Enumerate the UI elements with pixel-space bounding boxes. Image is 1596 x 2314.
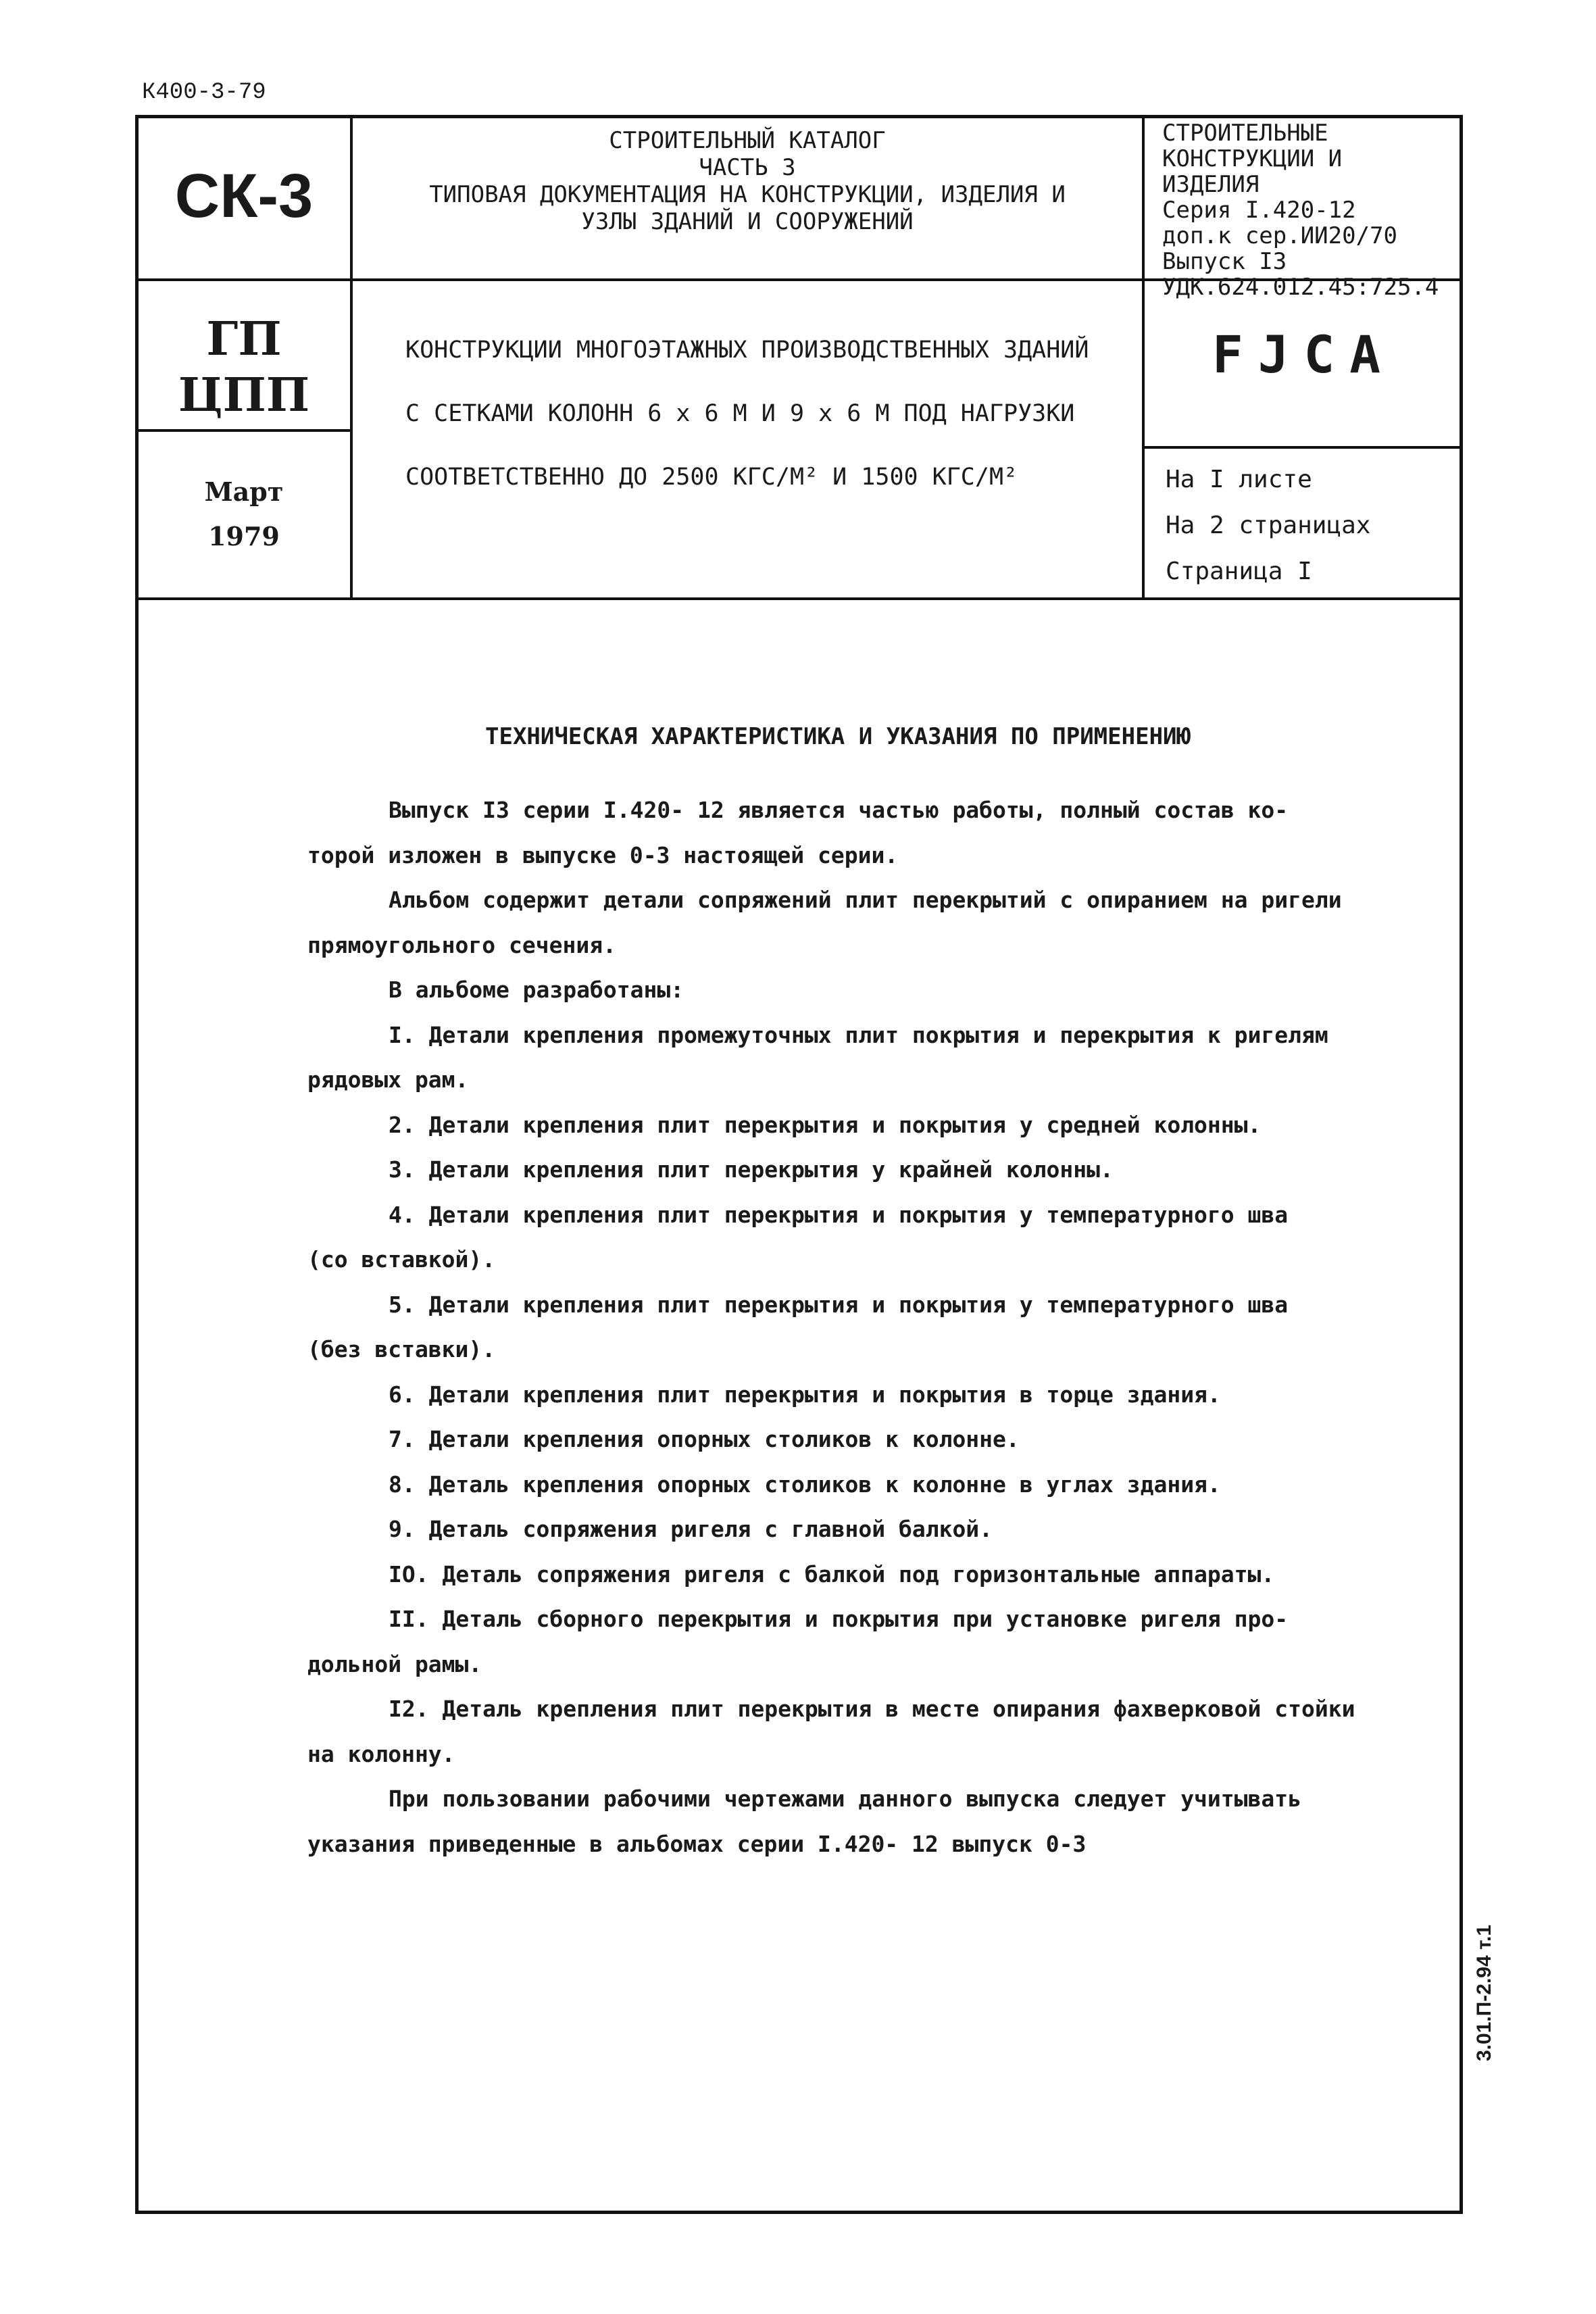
- list-item: 9. Деталь сопряжения ригеля с главной балкой.: [389, 1516, 993, 1542]
- list-item: 6. Детали крепления плит перекрытия и покрытия в торце здания.: [389, 1381, 1221, 1408]
- section-heading: ТЕХНИЧЕСКАЯ ХАРАКТЕРИСТИКА И УКАЗАНИЯ ПО ПРИМЕНЕНИЮ: [485, 723, 1191, 750]
- sheet-count: На I листе: [1166, 466, 1312, 493]
- divider: [1142, 446, 1463, 449]
- paragraph: При пользовании рабочими чертежами данного выпуска следует учитывать: [389, 1786, 1302, 1812]
- paragraph: указания приведенные в альбомах серии I.420- 12 выпуск 0-3: [307, 1830, 1087, 1857]
- org-name-line1: ГП: [206, 312, 282, 366]
- list-item: 2. Детали крепления плит перекрытия и покрытия у средней колонны.: [389, 1111, 1262, 1138]
- catalog-line2: ЧАСТЬ 3: [699, 154, 796, 181]
- catalog-line4: УЗЛЫ ЗДАНИЙ И СООРУЖЕНИЙ: [581, 208, 914, 235]
- series-info: [1162, 120, 1460, 300]
- udc-code: УДК.624.012.45:725.4: [1162, 274, 1439, 301]
- series-line1: СТРОИТЕЛЬНЫЕ: [1162, 120, 1328, 147]
- side-code: 3.01.П-2.94 т.1: [1473, 1924, 1495, 2061]
- code-box: FJCA: [1212, 324, 1396, 385]
- divider: [135, 429, 351, 432]
- catalog-line1: СТРОИТЕЛЬНЫЙ КАТАЛОГ: [609, 127, 886, 154]
- paragraph: прямоугольного сечения.: [307, 931, 616, 958]
- sheet-info: [1166, 468, 1456, 606]
- page-number: Страница I: [1166, 558, 1312, 585]
- list-item: 7. Детали крепления опорных столиков к колонне.: [389, 1426, 1020, 1452]
- org-name-line2: ЦПП: [178, 368, 310, 422]
- list-item: IO. Деталь сопряжения ригеля с балкой под горизонтальные аппараты.: [389, 1560, 1275, 1587]
- title-line3: СООТВЕТСТВЕННО ДО 2500 КГС/М² И 1500 КГС/М²: [405, 464, 1018, 491]
- issue-year: 1979: [208, 521, 280, 551]
- list-item: (со вставкой).: [307, 1246, 496, 1273]
- series-number: Серия I.420-12: [1162, 197, 1356, 224]
- list-item: I2. Деталь крепления плит перекрытия в месте опирания фахверковой стойки: [389, 1696, 1355, 1722]
- list-item: дольной рамы.: [307, 1650, 482, 1677]
- title-line1: КОНСТРУКЦИИ МНОГОЭТАЖНЫХ ПРОИЗВОДСТВЕННЫХ ЗДАНИЙ: [405, 337, 1089, 364]
- issue-number: Выпуск I3: [1162, 248, 1287, 275]
- catalog-header: [353, 127, 1142, 235]
- paragraph: Альбом содержит детали сопряжений плит перекрытий с опиранием на ригели: [389, 887, 1342, 913]
- list-item: рядовых рам.: [307, 1066, 469, 1093]
- issue-date: [138, 470, 350, 559]
- paragraph: В альбоме разработаны:: [389, 977, 684, 1003]
- body-text: [307, 723, 1368, 1867]
- paragraph: Выпуск I3 серии I.420- 12 является частью работы, полный состав ко-: [389, 797, 1289, 823]
- issue-month: Март: [204, 476, 284, 507]
- document-title: [405, 338, 1135, 528]
- catalog-code: СК-3: [174, 162, 314, 230]
- title-line2: С СЕТКАМИ КОЛОНН 6 х 6 М И 9 х 6 М ПОД НАГРУЗКИ: [405, 400, 1075, 427]
- page-count: На 2 страницах: [1166, 512, 1371, 539]
- list-item: 3. Детали крепления плит перекрытия у крайней колонны.: [389, 1156, 1114, 1183]
- series-addendum: доп.к сер.ИИ20/70: [1162, 222, 1397, 249]
- list-item: II. Деталь сборного перекрытия и покрытия при установке ригеля про-: [389, 1606, 1289, 1632]
- series-line2: КОНСТРУКЦИИ И: [1162, 145, 1343, 172]
- paragraph: торой изложен в выпуске 0-3 настоящей серии.: [307, 841, 899, 868]
- list-item: 8. Деталь крепления опорных столиков к колонне в углах здания.: [389, 1471, 1221, 1498]
- list-item: I. Детали крепления промежуточных плит покрытия и перекрытия к ригелям: [389, 1021, 1328, 1048]
- series-line3: ИЗДЕЛИЯ: [1162, 171, 1260, 198]
- catalog-line3: ТИПОВАЯ ДОКУМЕНТАЦИЯ НА КОНСТРУКЦИИ, ИЗДЕЛИЯ И: [429, 181, 1066, 208]
- list-item: 5. Детали крепления плит перекрытия и покрытия у температурного шва: [389, 1291, 1289, 1318]
- list-item: 4. Детали крепления плит перекрытия и покрытия у температурного шва: [389, 1201, 1289, 1228]
- list-item: (без вставки).: [307, 1336, 496, 1362]
- document-code: К400-3-79: [142, 80, 266, 105]
- list-item: на колонну.: [307, 1740, 455, 1767]
